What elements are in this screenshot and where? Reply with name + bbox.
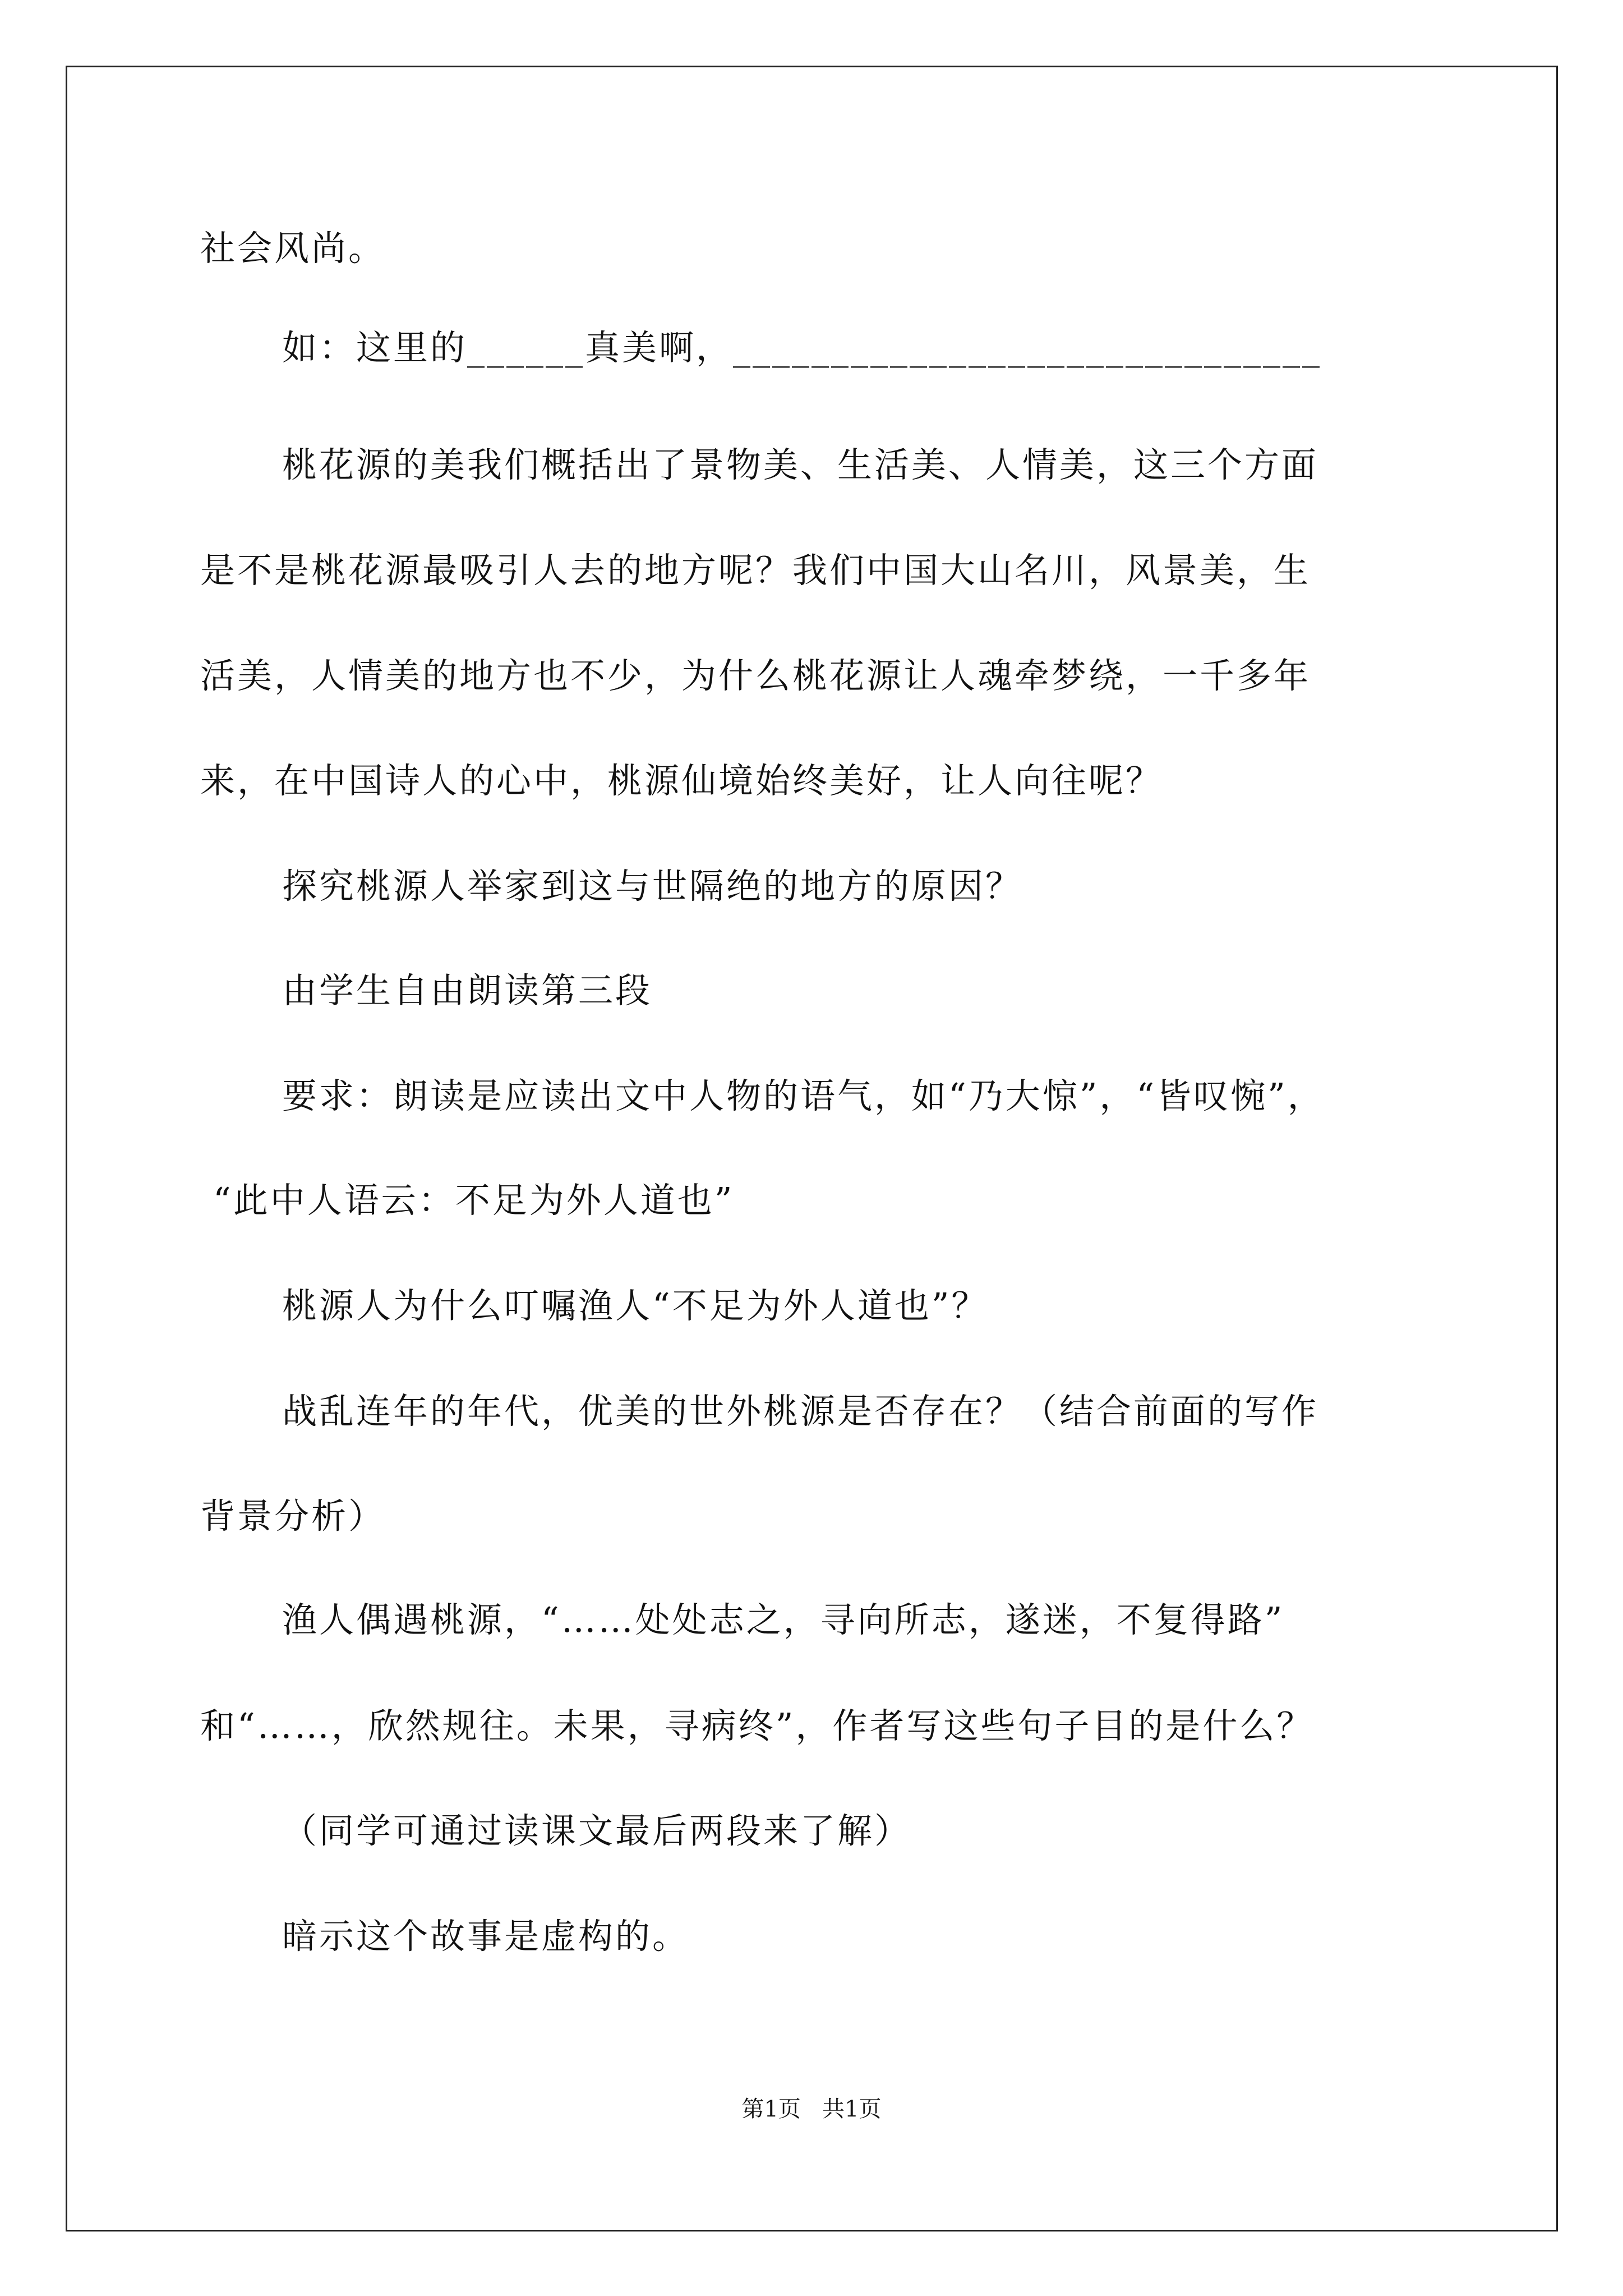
text-line: 桃源人为什么叮嘱渔人“不足为外人道也”？ — [282, 1285, 989, 1326]
text-line: 如：这里的______真美啊，______________________________ — [282, 327, 1322, 368]
page-border — [66, 66, 1558, 2231]
text-line: 和“……，欣然规往。未果，寻病终”，作者写这些句子目的是什么？ — [200, 1705, 1314, 1746]
text-line: 暗示这个故事是虚构的。 — [282, 1916, 690, 1957]
text-line: 战乱连年的年代，优美的世外桃源是否存在？（结合前面的写作 — [282, 1391, 1319, 1432]
text-line: 活美，人情美的地方也不少，为什么桃花源让人魂牵梦绕，一千多年 — [200, 655, 1311, 696]
text-line: 渔人偶遇桃源，“……处处志之，寻向所志，遂迷，不复得路” — [282, 1599, 1285, 1640]
text-line: 要求：朗读是应读出文中人物的语气，如“乃大惊”，“皆叹惋”， — [282, 1075, 1325, 1116]
text-line: “此中人语云：不足为外人道也” — [213, 1180, 735, 1221]
text-line: 桃花源的美我们概括出了景物美、生活美、人情美，这三个方面 — [282, 444, 1319, 485]
text-line: （同学可通过读课文最后两段来了解） — [282, 1810, 912, 1851]
text-line: 背景分析） — [200, 1496, 386, 1536]
text-line: 社会风尚。 — [200, 228, 386, 269]
text-line: 是不是桃花源最吸引人去的地方呢？我们中国大山名川，风景美，生 — [200, 550, 1311, 591]
text-line: 来，在中国诗人的心中，桃源仙境始终美好，让人向往呢？ — [200, 760, 1163, 801]
text-line: 探究桃源人举家到这与世隔绝的地方的原因？ — [282, 866, 1023, 907]
page-number-footer: 第1页 共1页 — [741, 2096, 882, 2122]
text-line: 由学生自由朗读第三段 — [282, 970, 653, 1011]
